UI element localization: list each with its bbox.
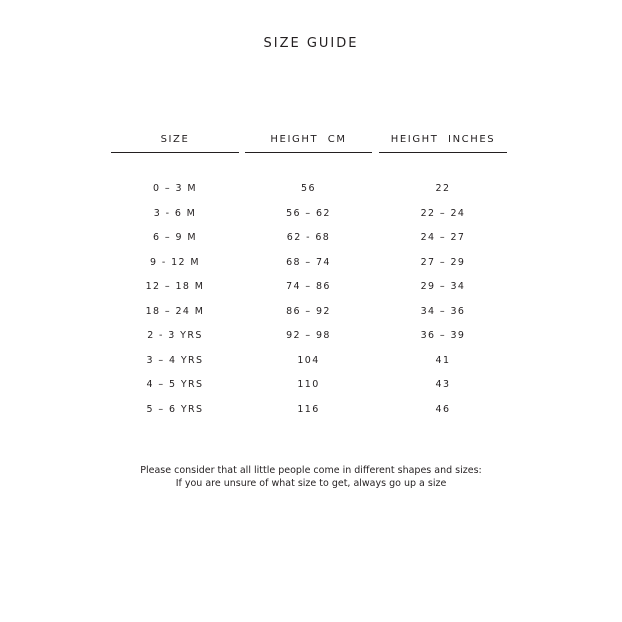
cell-height-inches: 22 <box>435 183 451 194</box>
cell-size: 3 – 4 YRS <box>146 354 204 366</box>
sizing-note-line-1: Please consider that all little people come in different shapes and sizes: <box>140 465 482 476</box>
cell-height-cm: 62 - 68 <box>286 232 331 243</box>
header-height-cm: HEIGHT CM <box>270 134 347 145</box>
cell-size: 9 - 12 M <box>149 256 201 268</box>
header-divider-size <box>111 152 239 153</box>
cell-height-inches: 41 <box>435 354 451 366</box>
cell-height-cm: 104 <box>297 354 320 366</box>
cell-height-inches: 43 <box>435 379 451 390</box>
header-size: SIZE <box>160 134 190 145</box>
cell-size: 6 – 9 M <box>153 232 197 243</box>
header-height-inches: HEIGHT INCHES <box>390 134 496 145</box>
cell-height-cm: 92 – 98 <box>286 330 331 341</box>
cell-height-inches: 29 – 34 <box>420 281 466 292</box>
cell-height-cm: 74 – 86 <box>286 281 331 292</box>
table-row <box>0 208 622 233</box>
cell-height-cm: 86 – 92 <box>286 305 331 317</box>
table-row <box>0 404 622 429</box>
cell-size: 12 – 18 M <box>145 281 205 292</box>
page-title: SIZE GUIDE <box>263 36 359 51</box>
cell-height-inches: 46 <box>435 403 451 415</box>
cell-size: 3 - 6 M <box>153 207 197 219</box>
cell-size: 5 – 6 YRS <box>146 403 204 415</box>
cell-height-cm: 56 – 62 <box>286 207 331 219</box>
table-row <box>0 306 622 331</box>
cell-height-inches: 24 – 27 <box>420 232 466 243</box>
table-row <box>0 281 622 306</box>
cell-height-cm: 110 <box>297 379 320 390</box>
cell-height-inches: 27 – 29 <box>420 256 466 268</box>
cell-height-cm: 68 – 74 <box>286 256 331 268</box>
cell-height-inches: 22 – 24 <box>420 207 466 219</box>
table-body <box>0 183 622 428</box>
sizing-note <box>0 464 622 490</box>
cell-size: 18 – 24 M <box>145 305 205 317</box>
table-row <box>0 379 622 404</box>
header-divider-height-cm <box>245 152 372 153</box>
header-divider-height-inches <box>379 152 507 153</box>
cell-height-inches: 36 – 39 <box>420 330 466 341</box>
cell-size: 0 – 3 M <box>153 183 197 194</box>
sizing-note-line-2: If you are unsure of what size to get, always go up a size <box>175 478 447 489</box>
table-row <box>0 257 622 282</box>
cell-height-cm: 116 <box>297 403 320 415</box>
cell-size: 2 - 3 YRS <box>147 330 203 341</box>
table-row <box>0 232 622 257</box>
cell-height-cm: 56 <box>301 183 316 194</box>
table-row <box>0 330 622 355</box>
cell-size: 4 – 5 YRS <box>146 379 204 390</box>
table-row <box>0 355 622 380</box>
table-row <box>0 183 622 208</box>
cell-height-inches: 34 – 36 <box>420 305 466 317</box>
